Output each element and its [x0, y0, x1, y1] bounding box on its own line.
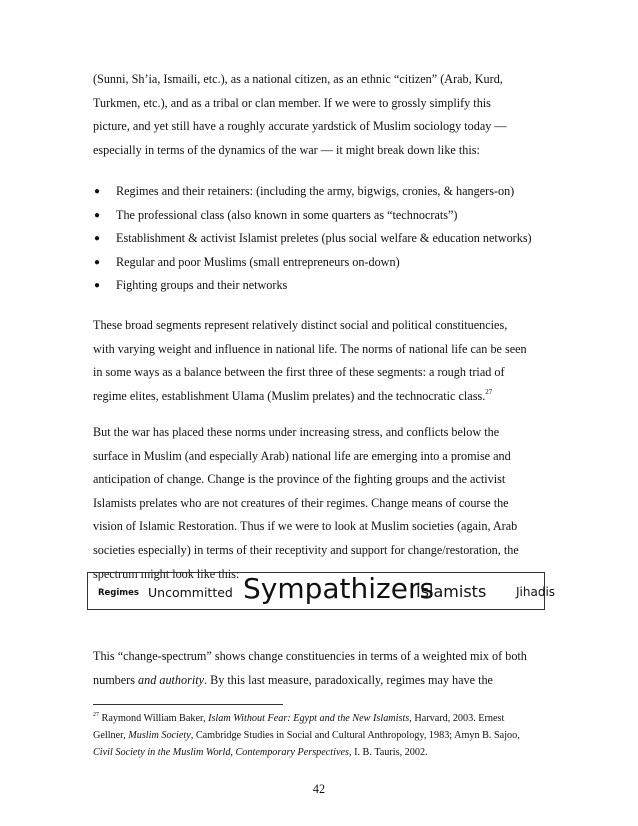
list-item-text: The professional class (also known in some quarters as “technocrats”) [116, 207, 458, 222]
bullet-icon: ● [94, 256, 101, 268]
spectrum-label-uncommitted: Uncommitted [148, 585, 233, 600]
citation-title: Muslim Society [128, 730, 191, 741]
footnote-separator [93, 704, 283, 705]
paragraph-intro [93, 68, 553, 162]
paragraph-change [93, 421, 553, 586]
list-item-text: Regular and poor Muslims (small entrepreneurs on-down) [116, 254, 400, 269]
list-item-text: Regimes and their retainers: (including the army, bigwigs, cronies, & hangers-on) [116, 184, 515, 198]
bullet-icon: ● [94, 209, 101, 221]
text-line: with varying weight and influence in national life. The norms of national life can be seen [93, 341, 527, 356]
spectrum-label-regimes: Regimes [98, 588, 139, 598]
text-line: vision of Islamic Restoration. Thus if we were to look at Muslim societies (again, Arab [93, 519, 518, 534]
spectrum-label-islamists: Islamists [416, 582, 487, 601]
spectrum-label-sympathizers: Sympathizers [243, 572, 435, 605]
list-item [93, 251, 532, 275]
text-line: picture, and yet still have a roughly accurate yardstick of Muslim sociology today — [93, 119, 507, 134]
text-run: Gellner, [93, 730, 129, 741]
paragraph-spectrum-explanation [93, 645, 553, 692]
bullet-icon: ● [94, 186, 101, 197]
segment-list [93, 180, 532, 298]
text-line: This “change-spectrum” shows change constituencies in terms of a weighted mix of both [93, 649, 527, 663]
footnote-line [93, 744, 553, 761]
footnote-number: 27 [93, 712, 99, 718]
text-line: (Sunni, Sh’ia, Ismaili, etc.), as a national citizen, as an ethnic “citizen” (Arab, Kurd, [93, 72, 503, 86]
text-line [93, 669, 553, 693]
bullet-icon: ● [94, 280, 101, 291]
text-line: especially in terms of the dynamics of the war — it might break down like this: [93, 142, 480, 157]
paragraph-segments [93, 314, 553, 408]
text-line: anticipation of change. Change is the province of the fighting groups and the activist [93, 472, 506, 487]
text-line: surface in Muslim (and especially Arab) national life are emerging into a promise and [93, 448, 511, 463]
list-item [93, 204, 532, 228]
text-line: in some ways as a balance between the first three of these segments: a rough triad of [93, 365, 505, 380]
footnote-line [93, 727, 553, 744]
text-run: numbers [93, 672, 139, 687]
list-item-text: Fighting groups and their networks [116, 278, 288, 292]
text-run: Raymond William Baker, [99, 713, 209, 724]
list-item-text: Establishment & activist Islamist preletes (plus social welfare & education networks) [116, 231, 532, 245]
spectrum-label-jihadis: Jihadis [516, 585, 556, 599]
text-run: , Harvard, 2003. Ernest [409, 713, 505, 724]
bullet-icon: ● [94, 233, 101, 244]
text-run: , Cambridge Studies in Social and Cultural Anthropology, 1983; Amyn B. Sajoo, [190, 730, 520, 741]
text-line: These broad segments represent relatively distinct social and political constituencies, [93, 318, 508, 332]
text-line: Turkmen, etc.), and as a tribal or clan member. If we were to grossly simplify this [93, 95, 491, 110]
list-item [93, 180, 532, 204]
text-line [93, 385, 553, 409]
footnote-reference[interactable]: 27 [485, 387, 493, 396]
list-item [93, 227, 532, 251]
citation-title: Civil Society in the Muslim World, Contemporary Perspectives [93, 747, 349, 758]
citation-title: Islam Without Fear: Egypt and the New Islamists [208, 713, 410, 724]
footnote-line [93, 710, 553, 727]
text-run: . By this last measure, paradoxically, regimes may have the [204, 672, 493, 687]
text-line: Islamists prelates who are not creatures of their regimes. Change means of course the [93, 495, 509, 510]
text-line: societies especially) in terms of their receptivity and support for change/restoration, the [93, 542, 519, 557]
text-line: But the war has placed these norms under increasing stress, and conflicts below the [93, 425, 500, 439]
emphasis-text: and authority [138, 672, 205, 687]
page-number: 42 [312, 782, 326, 796]
list-item [93, 274, 532, 298]
text-line: spectrum might look like this: [93, 566, 240, 581]
change-spectrum-box [87, 572, 556, 610]
text-run: regime elites, establishment Ulama (Muslim prelates) and the technocratic class. [93, 388, 486, 403]
footnote [93, 710, 553, 761]
text-run: , I. B. Tauris, 2002. [348, 747, 428, 758]
